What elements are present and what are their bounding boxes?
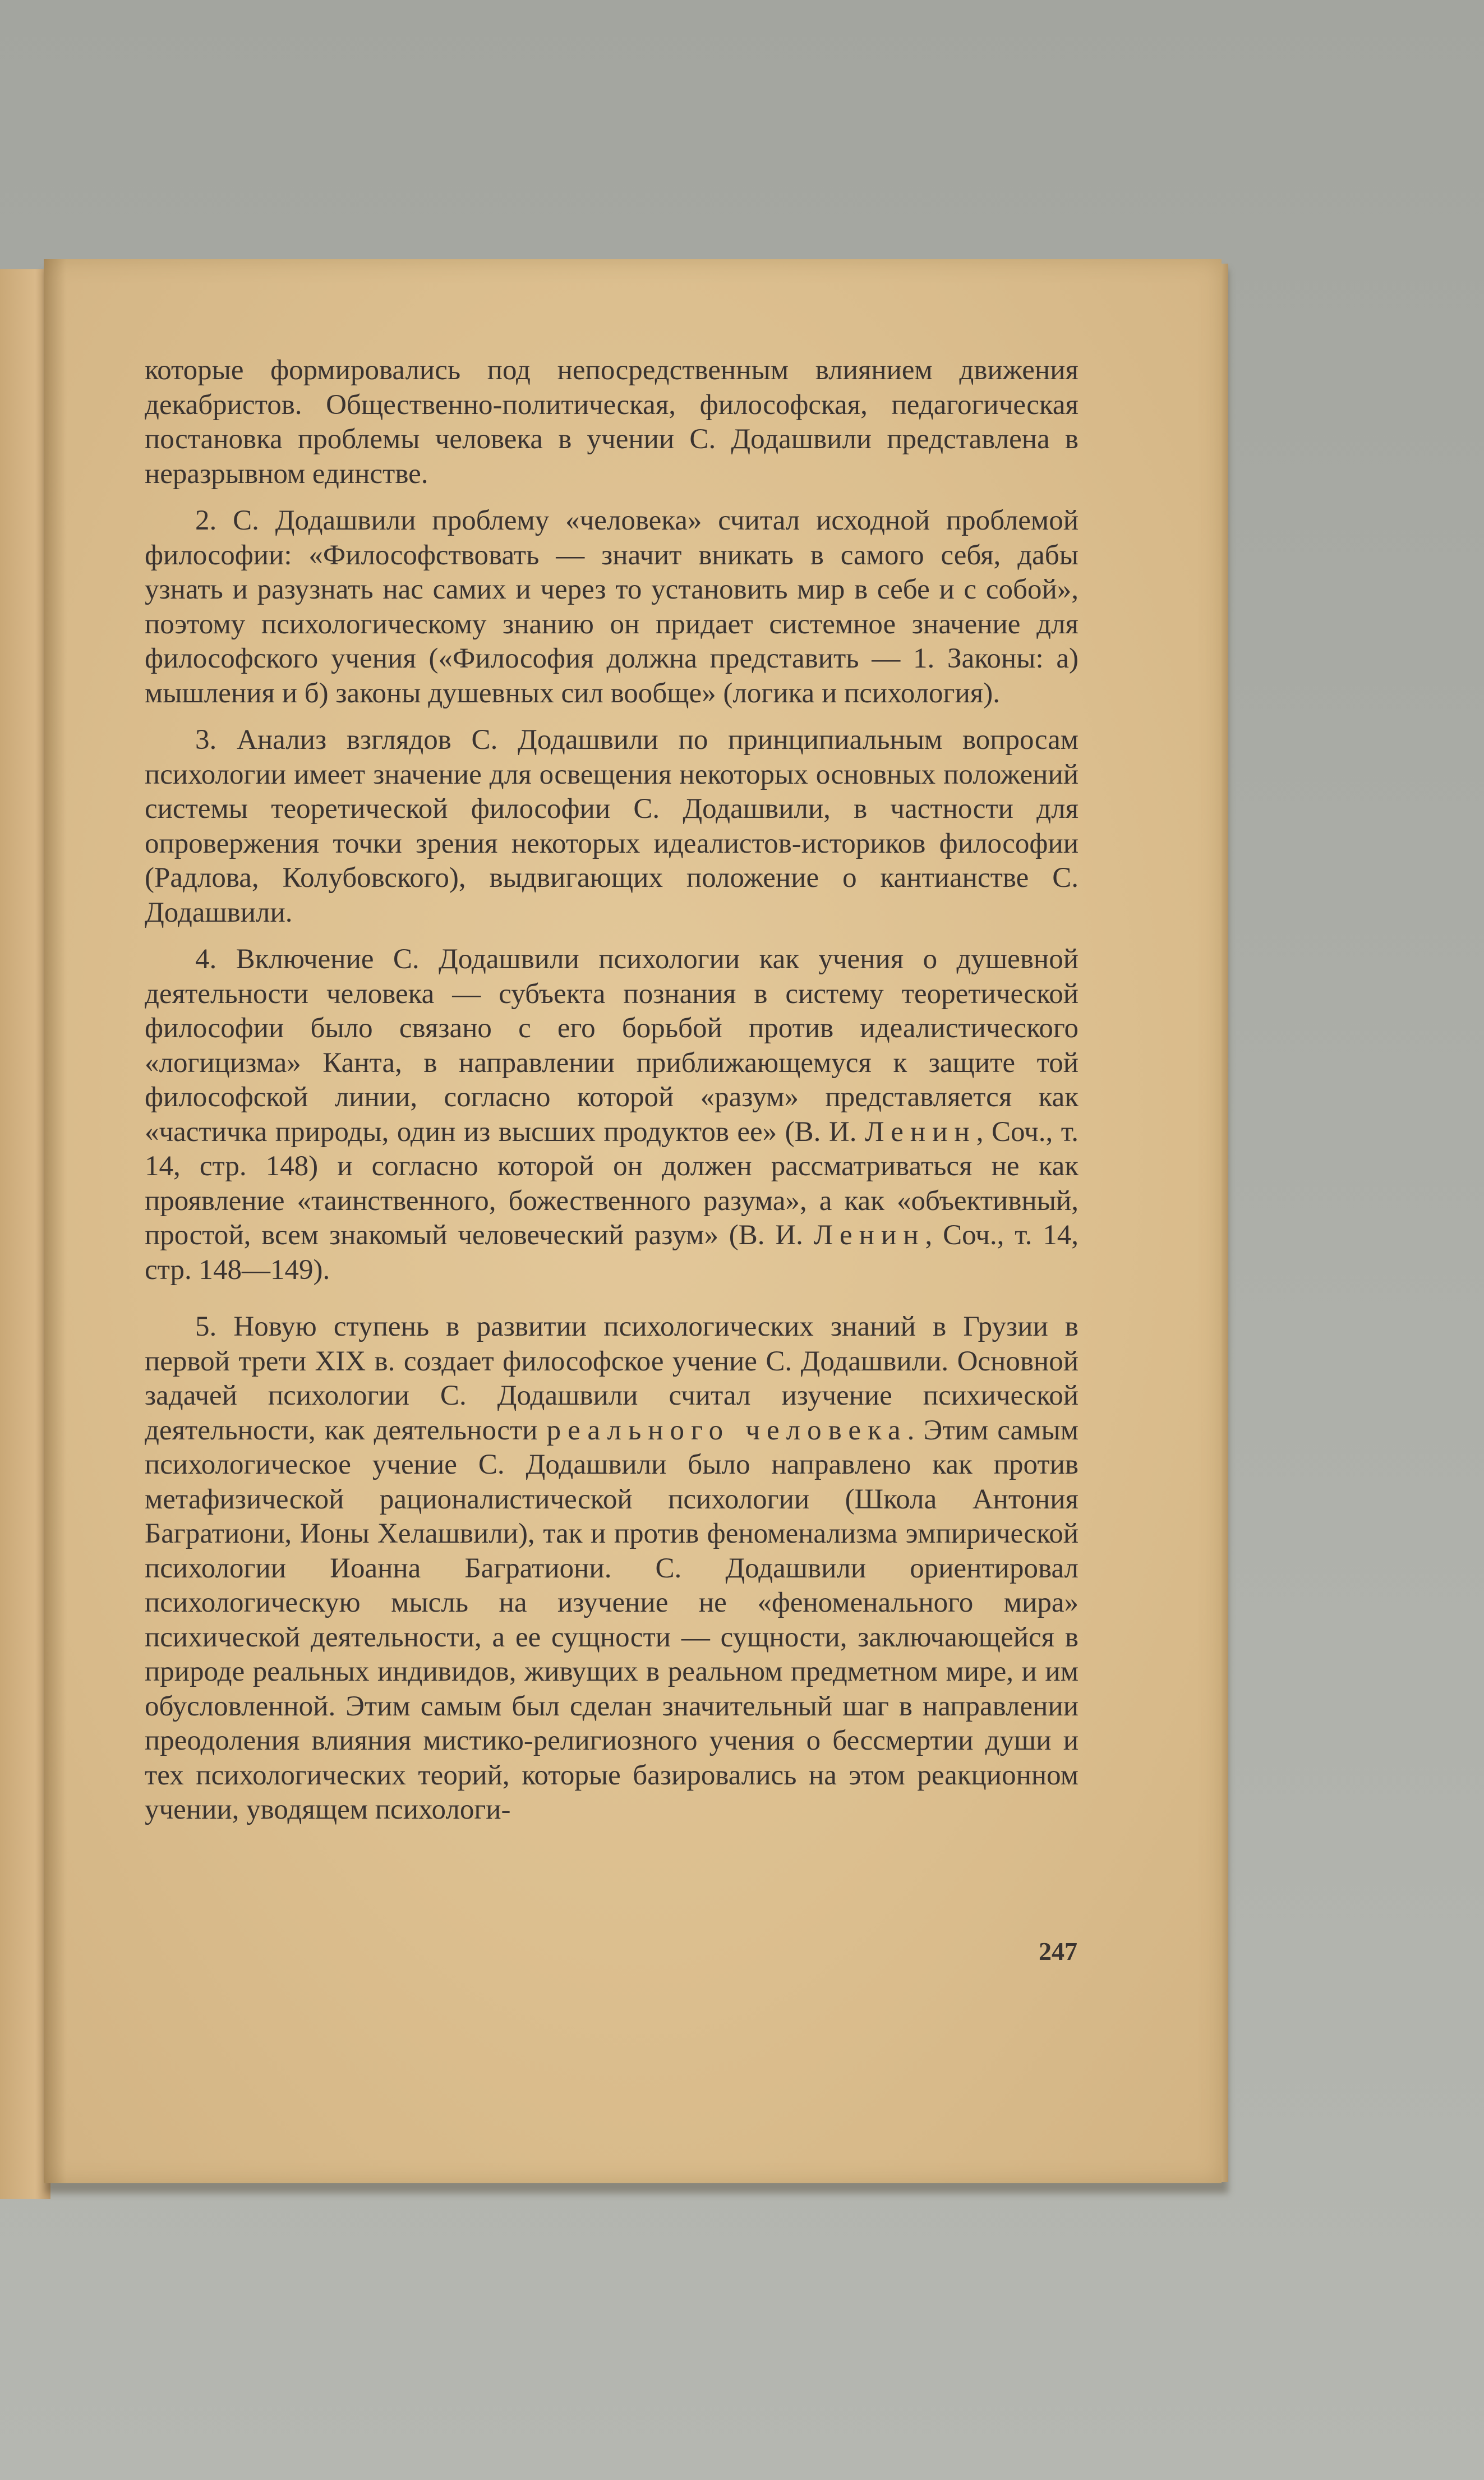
paragraph-3-text: 3. Анализ взглядов С. Додашвили по принципиальным вопросам психологии имеет значение для освещения некоторых основных положений системы теоретической философии С. Додашвили, в частности для опровержения точки зрения некоторых идеалистов-историков философии (Радлова, Колубовского), выдвигающих положение о кантианстве С. Додашвили.: [145, 724, 1079, 928]
spaced-author-name: Ленин: [864, 1116, 976, 1148]
paragraph-1: [145, 353, 1079, 491]
left-page-edge: [0, 269, 50, 2199]
paragraph-5: [145, 1310, 1079, 1828]
page-gutter: [44, 259, 66, 2183]
spaced-emphasis: реального человека: [546, 1414, 907, 1446]
paragraph-2: [145, 504, 1079, 711]
spaced-author-name: Ленин: [813, 1220, 925, 1251]
paragraph-2-text: 2. С. Додашвили проблему «человека» считал исходной проблемой философии: «Философствовать — значит вникать в самого себя, дабы узнать и разузнать нас самих и через то установить мир в себе и с собой», поэтому психологическому знанию он придает системное значение для философского учения («Философия должна представить — 1. Законы: а) мышления и б) законы душевных сил вообще» (логика и психология).: [145, 505, 1079, 709]
paragraph-5-text-start: 5. Новую ступень в развитии психологических знаний в Грузии в первой трети XIX в. создает философское учение С. Додашвили. Основной задачей психологии С. Додашвили считал изучение психической деятельности, как деятельности: [145, 1311, 1079, 1446]
paragraph-4-text-end: , Соч., т. 14, стр. 148—149).: [145, 1220, 1079, 1286]
paragraph-4: [145, 942, 1079, 1287]
paragraph-1-text: которые формировались под непосредственным влиянием движения декабристов. Общественно-политическая, философская, педагогическая постановка проблемы человека в учении С. Додашвили представлена в неразрывном единстве.: [145, 355, 1079, 490]
text-block: [145, 353, 1079, 1828]
page-number: 247: [1039, 1937, 1077, 1966]
paragraph-3: [145, 723, 1079, 930]
paragraph-4-text-start: 4. Включение С. Додашвили психологии как учения о душевной деятельности человека — субъекта познания в систему теоретической философии было связано с его борьбой против идеалистического «логицизма» Канта, в направлении приближающемуся к защите той философской линии, согласно которой «разум» представляется как «частичка природы, один из высших продуктов ее» (В. И.: [145, 944, 1079, 1148]
paragraph-4-text-middle: , Соч., т. 14, стр. 148) и согласно которой он должен рассматриваться не как проявление «таинственного, божественного разума», а как «объективный, простой, всем знакомый человеческий разум» (В. И.: [145, 1116, 1079, 1251]
page-right-edge: [1222, 264, 1228, 2182]
paragraph-5-text-end: . Этим самым психологическое учение С. Додашвили было направлено как против метафизической рационалистической психологии (Школа Антония Багратиони, Ионы Хелашвили), так и против феноменализма эмпирической психологии Иоанна Багратиони. С. Додашвили ориентировал психологическую мысль на изучение не «феноменального мира» психической деятельности, а ее сущности — сущности, заключающейся в природе реальных индивидов, живущих в реальном предметном мире, и им обусловленной. Этим самым был сделан значительный шаг в направлении преодоления влияния мистико-религиозного учения о бессмертии души и тех психологических теорий, которые базировались на этом реакционном учении, уводящем психологи-: [145, 1414, 1079, 1825]
